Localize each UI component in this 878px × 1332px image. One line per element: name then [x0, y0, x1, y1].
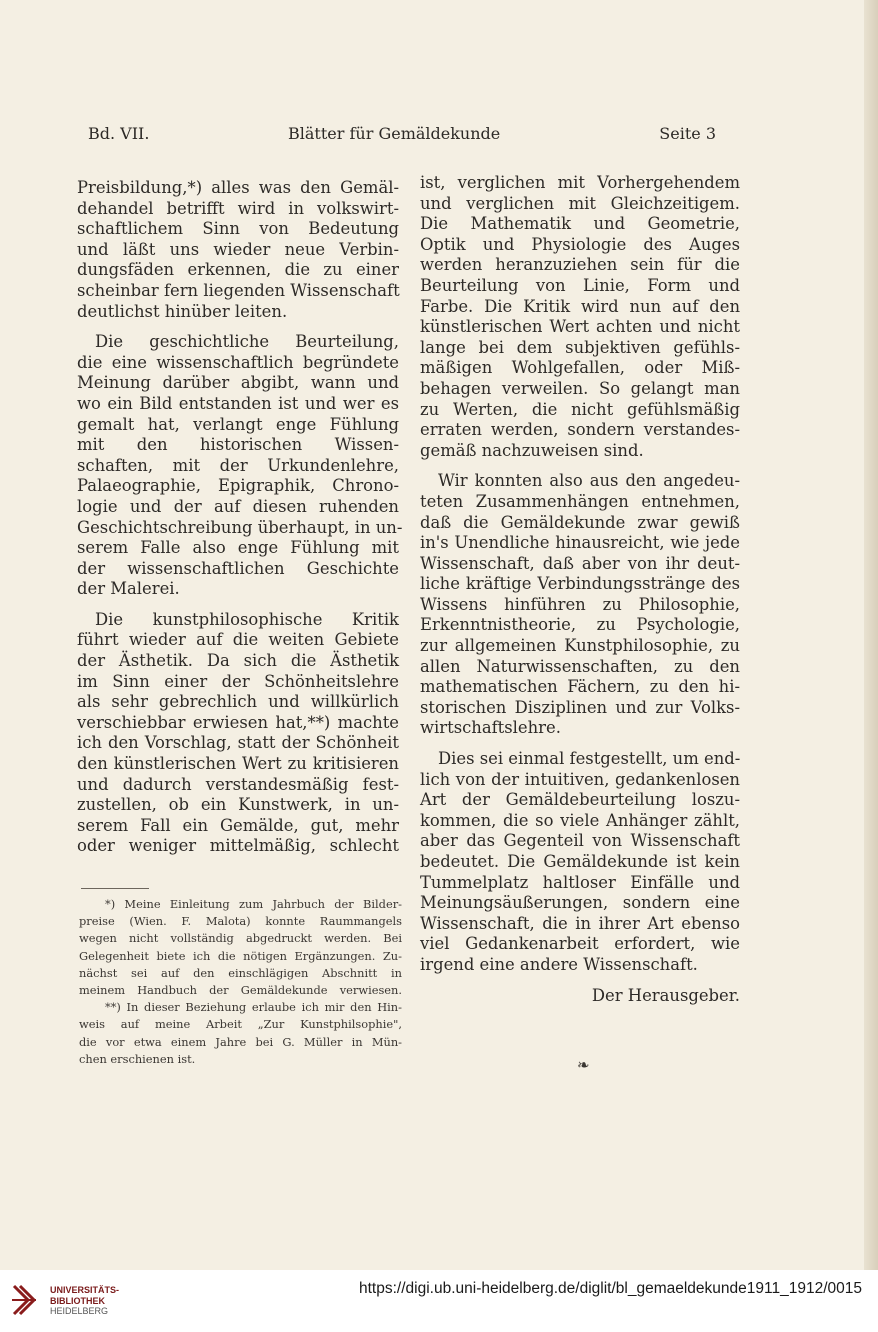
right-column-line: Wissenschaft, daß aber von ihr deut-	[420, 553, 740, 573]
right-column-line: storischen Disziplinen und zur Volks-	[420, 697, 740, 717]
right-column-line: werden heranzuziehen sein für die	[420, 255, 740, 275]
page-url-link[interactable]: https://digi.ub.uni-heidelberg.de/diglit/bl_gemaeldekunde1911_1912/0015	[359, 1280, 862, 1297]
right-column-line: viel Gedankenarbeit erfordert, wie	[420, 934, 740, 954]
right-column-line: liche kräftige Verbindungsstränge des	[420, 574, 740, 594]
right-column-line: Beurteilung von Linie, Form und	[420, 275, 740, 295]
right-column-line: Die Mathematik und Geometrie,	[420, 214, 740, 234]
right-column-line: erraten werden, sondern verstandes-	[420, 420, 740, 440]
left-column-line: dungsfäden erkennen, die zu einer	[77, 260, 399, 280]
right-column-line: Dies sei einmal festgestellt, um end-	[438, 749, 741, 769]
library-logo-icon[interactable]	[10, 1280, 40, 1320]
right-column-line: in's Unendliche hinausreicht, wie jede	[420, 533, 740, 553]
right-column-line: zu Werten, die nicht gefühlsmäßig	[420, 399, 740, 419]
footnotes-line: weis auf meine Arbeit „Zur Kunstphilsophie",	[79, 1017, 402, 1032]
left-column-line: ich den Vorschlag, statt der Schönheit	[77, 733, 399, 753]
footnotes-line: preise (Wien. F. Malota) konnte Raummangels	[79, 914, 402, 929]
left-column-line: dehandel betrifft wird in volkswirt-	[77, 198, 399, 218]
left-column-line: und läßt uns wieder neue Verbin-	[77, 239, 399, 259]
left-column-line: Meinung darüber abgibt, wann und	[77, 373, 399, 393]
right-column-line: Meinungsäußerungen, sondern eine	[420, 893, 740, 913]
right-column-line: Erkenntnistheorie, zu Psychologie,	[420, 615, 740, 635]
running-header-volume: Bd. VII.	[88, 124, 150, 143]
right-column-line: und verglichen mit Gleichzeitigem.	[420, 193, 740, 213]
footnotes	[79, 896, 402, 1068]
right-column-line: lich von der intuitiven, gedankenlosen	[420, 769, 740, 789]
left-column-line: Die geschichtliche Beurteilung,	[95, 332, 399, 352]
left-column-line: wo ein Bild entstanden ist und wer es	[77, 393, 399, 413]
footnotes-line: wegen nicht vollständig abgedruckt werden. Bei	[79, 931, 402, 946]
footnotes-line: meinem Handbuch der Gemäldekunde verwiesen.	[79, 982, 402, 997]
left-column-line: den künstlerischen Wert zu kritisieren	[77, 754, 399, 774]
right-column-line: Art der Gemäldebeurteilung loszu-	[420, 790, 740, 810]
ornament-icon: ❧	[577, 1056, 590, 1074]
right-column-line: irgend eine andere Wissenschaft.	[420, 954, 698, 974]
right-column-line: Wissenschaft, die in ihrer Art ebenso	[420, 913, 740, 933]
footnote-rule	[81, 888, 149, 889]
right-column-line: behagen verweilen. So gelangt man	[420, 378, 740, 398]
right-column-line: Der Herausgeber.	[591, 985, 740, 1005]
left-column-line: als sehr gebrechlich und willkürlich	[77, 692, 399, 712]
right-column-line: zur allgemeinen Kunstphilosophie, zu	[420, 636, 740, 656]
left-column-line: und dadurch verstandesmäßig fest-	[77, 774, 399, 794]
left-column-line: zustellen, ob ein Kunstwerk, in un-	[77, 795, 399, 815]
page-edge-shadow	[864, 0, 878, 1270]
left-column-line: scheinbar fern liegenden Wissenschaft	[77, 280, 400, 300]
left-column-line: serem Falle also enge Fühlung mit	[77, 538, 399, 558]
left-column-line: deutlichst hinüber leiten.	[77, 301, 288, 321]
viewer-footer	[0, 1270, 878, 1332]
right-column-line: daß die Gemäldekunde zwar gewiß	[420, 512, 740, 532]
right-column-line: Farbe. Die Kritik wird nun auf den	[420, 296, 740, 316]
left-column-line: oder weniger mittelmäßig, schlecht	[77, 836, 399, 856]
right-column-line: lange bei dem subjektiven gefühls-	[420, 337, 740, 357]
right-column-line: künstlerischen Wert achten und nicht	[420, 317, 740, 337]
right-column-line: gemäß nachzuweisen sind.	[420, 440, 644, 460]
right-column-line: allen Naturwissenschaften, zu den	[420, 656, 740, 676]
left-column-line: der wissenschaftlichen Geschichte	[77, 558, 399, 578]
left-column-line: führt wieder auf die weiten Gebiete	[77, 630, 399, 650]
footnotes-line: die vor etwa einem Jahre bei G. Müller in Mün-	[79, 1034, 402, 1049]
running-header-title: Blätter für Gemäldekunde	[288, 124, 501, 143]
right-column-line: aber das Gegenteil von Wissenschaft	[420, 831, 740, 851]
library-name-line1: UNIVERSITÄTS-	[50, 1285, 120, 1295]
footnotes-line: nächst sei auf den einschlägigen Abschnitt in	[79, 965, 402, 980]
footnotes-line: chen erschienen ist.	[79, 1051, 196, 1066]
left-column-line: die eine wissenschaftlich begründete	[77, 352, 399, 372]
footnotes-line: **) In dieser Beziehung erlaube ich mir den Hin-	[105, 1000, 402, 1015]
right-column-line: kommen, die so viele Anhänger zählt,	[420, 810, 740, 830]
left-column-line: Geschichtschreibung überhaupt, in un-	[77, 517, 403, 537]
footnotes-line: Gelegenheit biete ich die nötigen Ergänzungen. Zu-	[79, 948, 402, 963]
right-column-line: mäßigen Wohlgefallen, oder Miß-	[420, 358, 740, 378]
left-column-line: Palaeographie, Epigraphik, Chrono-	[77, 476, 399, 496]
left-column-line: Preisbildung,*) alles was den Gemäl-	[77, 178, 399, 197]
right-column-line: wirtschaftslehre.	[420, 718, 561, 738]
left-column-text	[77, 178, 403, 857]
left-column-line: im Sinn einer der Schönheitslehre	[77, 671, 399, 691]
right-column-line: Wir konnten also aus den angedeu-	[438, 471, 740, 491]
left-column-line: serem Fall ein Gemälde, gut, mehr	[77, 815, 399, 835]
right-column-text	[420, 173, 740, 1006]
right-column-line: teten Zusammenhängen entnehmen,	[420, 491, 740, 511]
left-column-line: logie und der auf diesen ruhenden	[77, 496, 399, 516]
left-column-line: schaftlichem Sinn von Bedeutung	[77, 219, 399, 239]
right-column-line: Tummelplatz haltloser Einfälle und	[420, 872, 740, 892]
left-column-line: mit den historischen Wissen-	[77, 435, 399, 455]
right-column-line: bedeutet. Die Gemäldekunde ist kein	[420, 852, 740, 871]
library-name-line3: HEIDELBERG	[50, 1306, 109, 1316]
left-column-line: schaften, mit der Urkundenlehre,	[77, 455, 399, 475]
library-name[interactable]	[50, 1285, 119, 1317]
left-column-line: gemalt hat, verlangt enge Fühlung	[77, 414, 399, 434]
running-header-page: Seite 3	[659, 124, 716, 143]
left-column-line: Die kunstphilosophische Kritik	[95, 609, 399, 629]
right-column-line: Wissens hinführen zu Philosophie,	[420, 594, 740, 614]
library-name-line2: BIBLIOTHEK	[50, 1295, 105, 1306]
right-column-line: mathematischen Fächern, zu den hi-	[420, 677, 740, 697]
right-column-line: ist, verglichen mit Vorhergehendem	[420, 173, 740, 192]
footnotes-line: *) Meine Einleitung zum Jahrbuch der Bilder-	[105, 897, 402, 911]
left-column-line: der Ästhetik. Da sich die Ästhetik	[77, 651, 399, 671]
left-column-line: der Malerei.	[77, 579, 180, 599]
right-column-line: Optik und Physiologie des Auges	[420, 234, 740, 254]
left-column-line: verschiebbar erwiesen hat,**) machte	[77, 712, 399, 732]
